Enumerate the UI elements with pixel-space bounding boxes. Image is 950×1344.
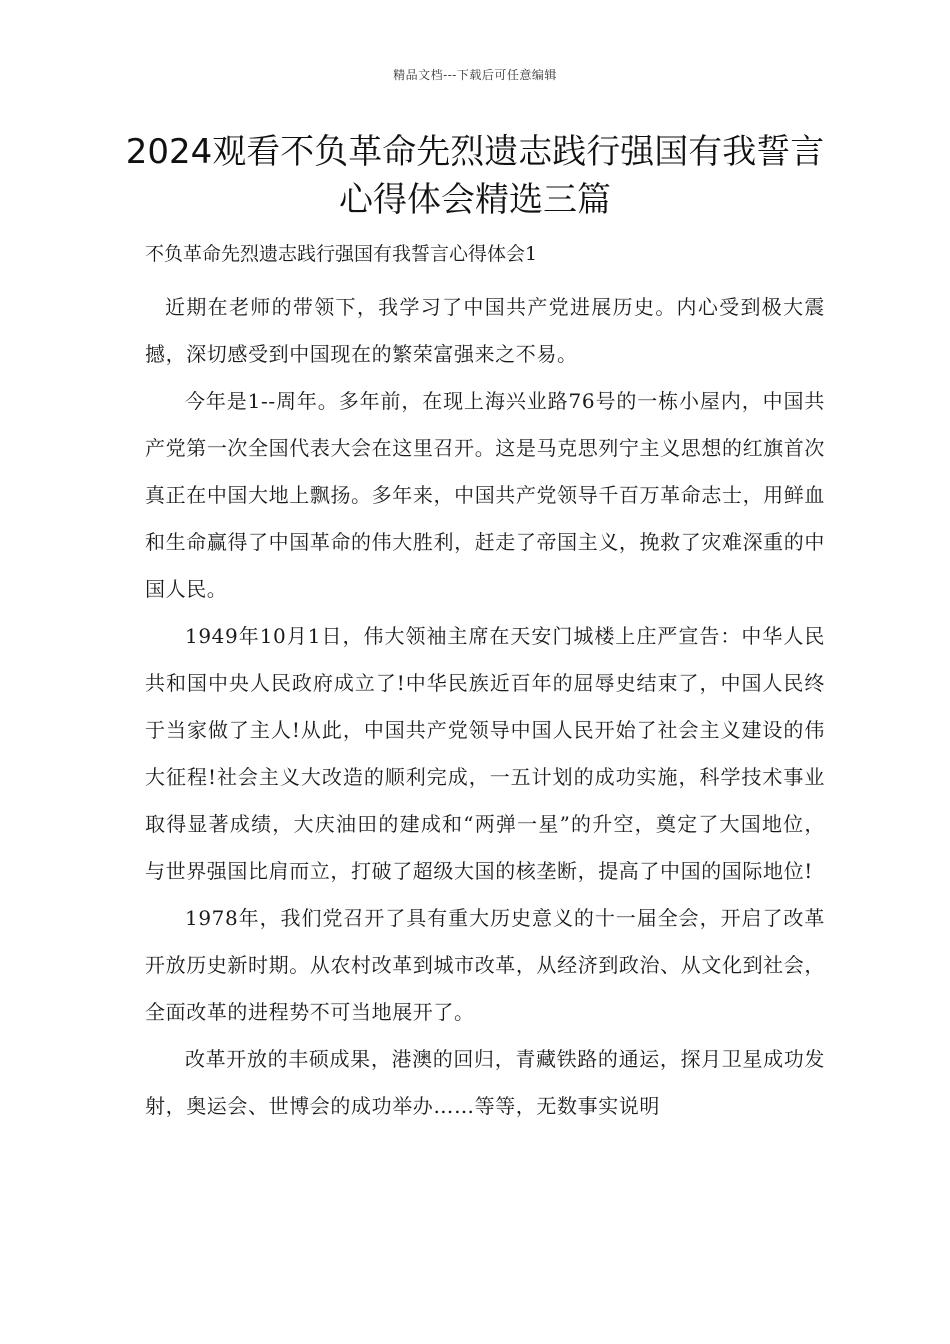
section-subtitle: 不负革命先烈遗志践行强国有我誓言心得体会1	[145, 243, 538, 265]
paragraph: 近期在老师的带领下，我学习了中国共产党进展历史。内心受到极大震撼，深切感受到中国现在的繁荣富强来之不易。	[145, 295, 825, 366]
document-title: 2024观看不负革命先烈遗志践行强国有我誓言心得体会精选三篇	[125, 132, 825, 220]
paragraph: 1949年10月1日，伟大领袖主席在天安门城楼上庄严宣告：中华人民共和国中央人民政府成立了!中华民族近百年的屈辱史结束了，中国人民终于当家做了主人!从此，中国共产党领导中国人民开始了社会主义建设的伟大征程!社会主义大改造的顺利完成，一五计划的成功实施，科学技术事业取得显著成绩，大庆油田的建成和“两弹一星”的升空，奠定了大国地位，与世界强国比肩而立，打破了超级大国的核垄断，提高了中国的国际地位!	[145, 624, 825, 883]
header-note: 精品文档---下载后可任意编辑	[393, 68, 557, 82]
paragraph: 改革开放的丰硕成果，港澳的回归，青藏铁路的通运，探月卫星成功发射，奥运会、世博会的成功举办……等等，无数事实说明	[145, 1047, 825, 1118]
document-body	[145, 284, 825, 1130]
paragraph: 1978年，我们党召开了具有重大历史意义的十一届全会，开启了改革开放历史新时期。从农村改革到城市改革，从经济到政治、从文化到社会，全面改革的进程势不可当地展开了。	[145, 906, 825, 1024]
paragraph: 今年是1--周年。多年前，在现上海兴业路76号的一栋小屋内，中国共产党第一次全国代表大会在这里召开。这是马克思列宁主义思想的红旗首次真正在中国大地上飘扬。多年来，中国共产党领导千百万革命志士，用鲜血和生命赢得了中国革命的伟大胜利，赶走了帝国主义，挽救了灾难深重的中国人民。	[145, 389, 825, 601]
